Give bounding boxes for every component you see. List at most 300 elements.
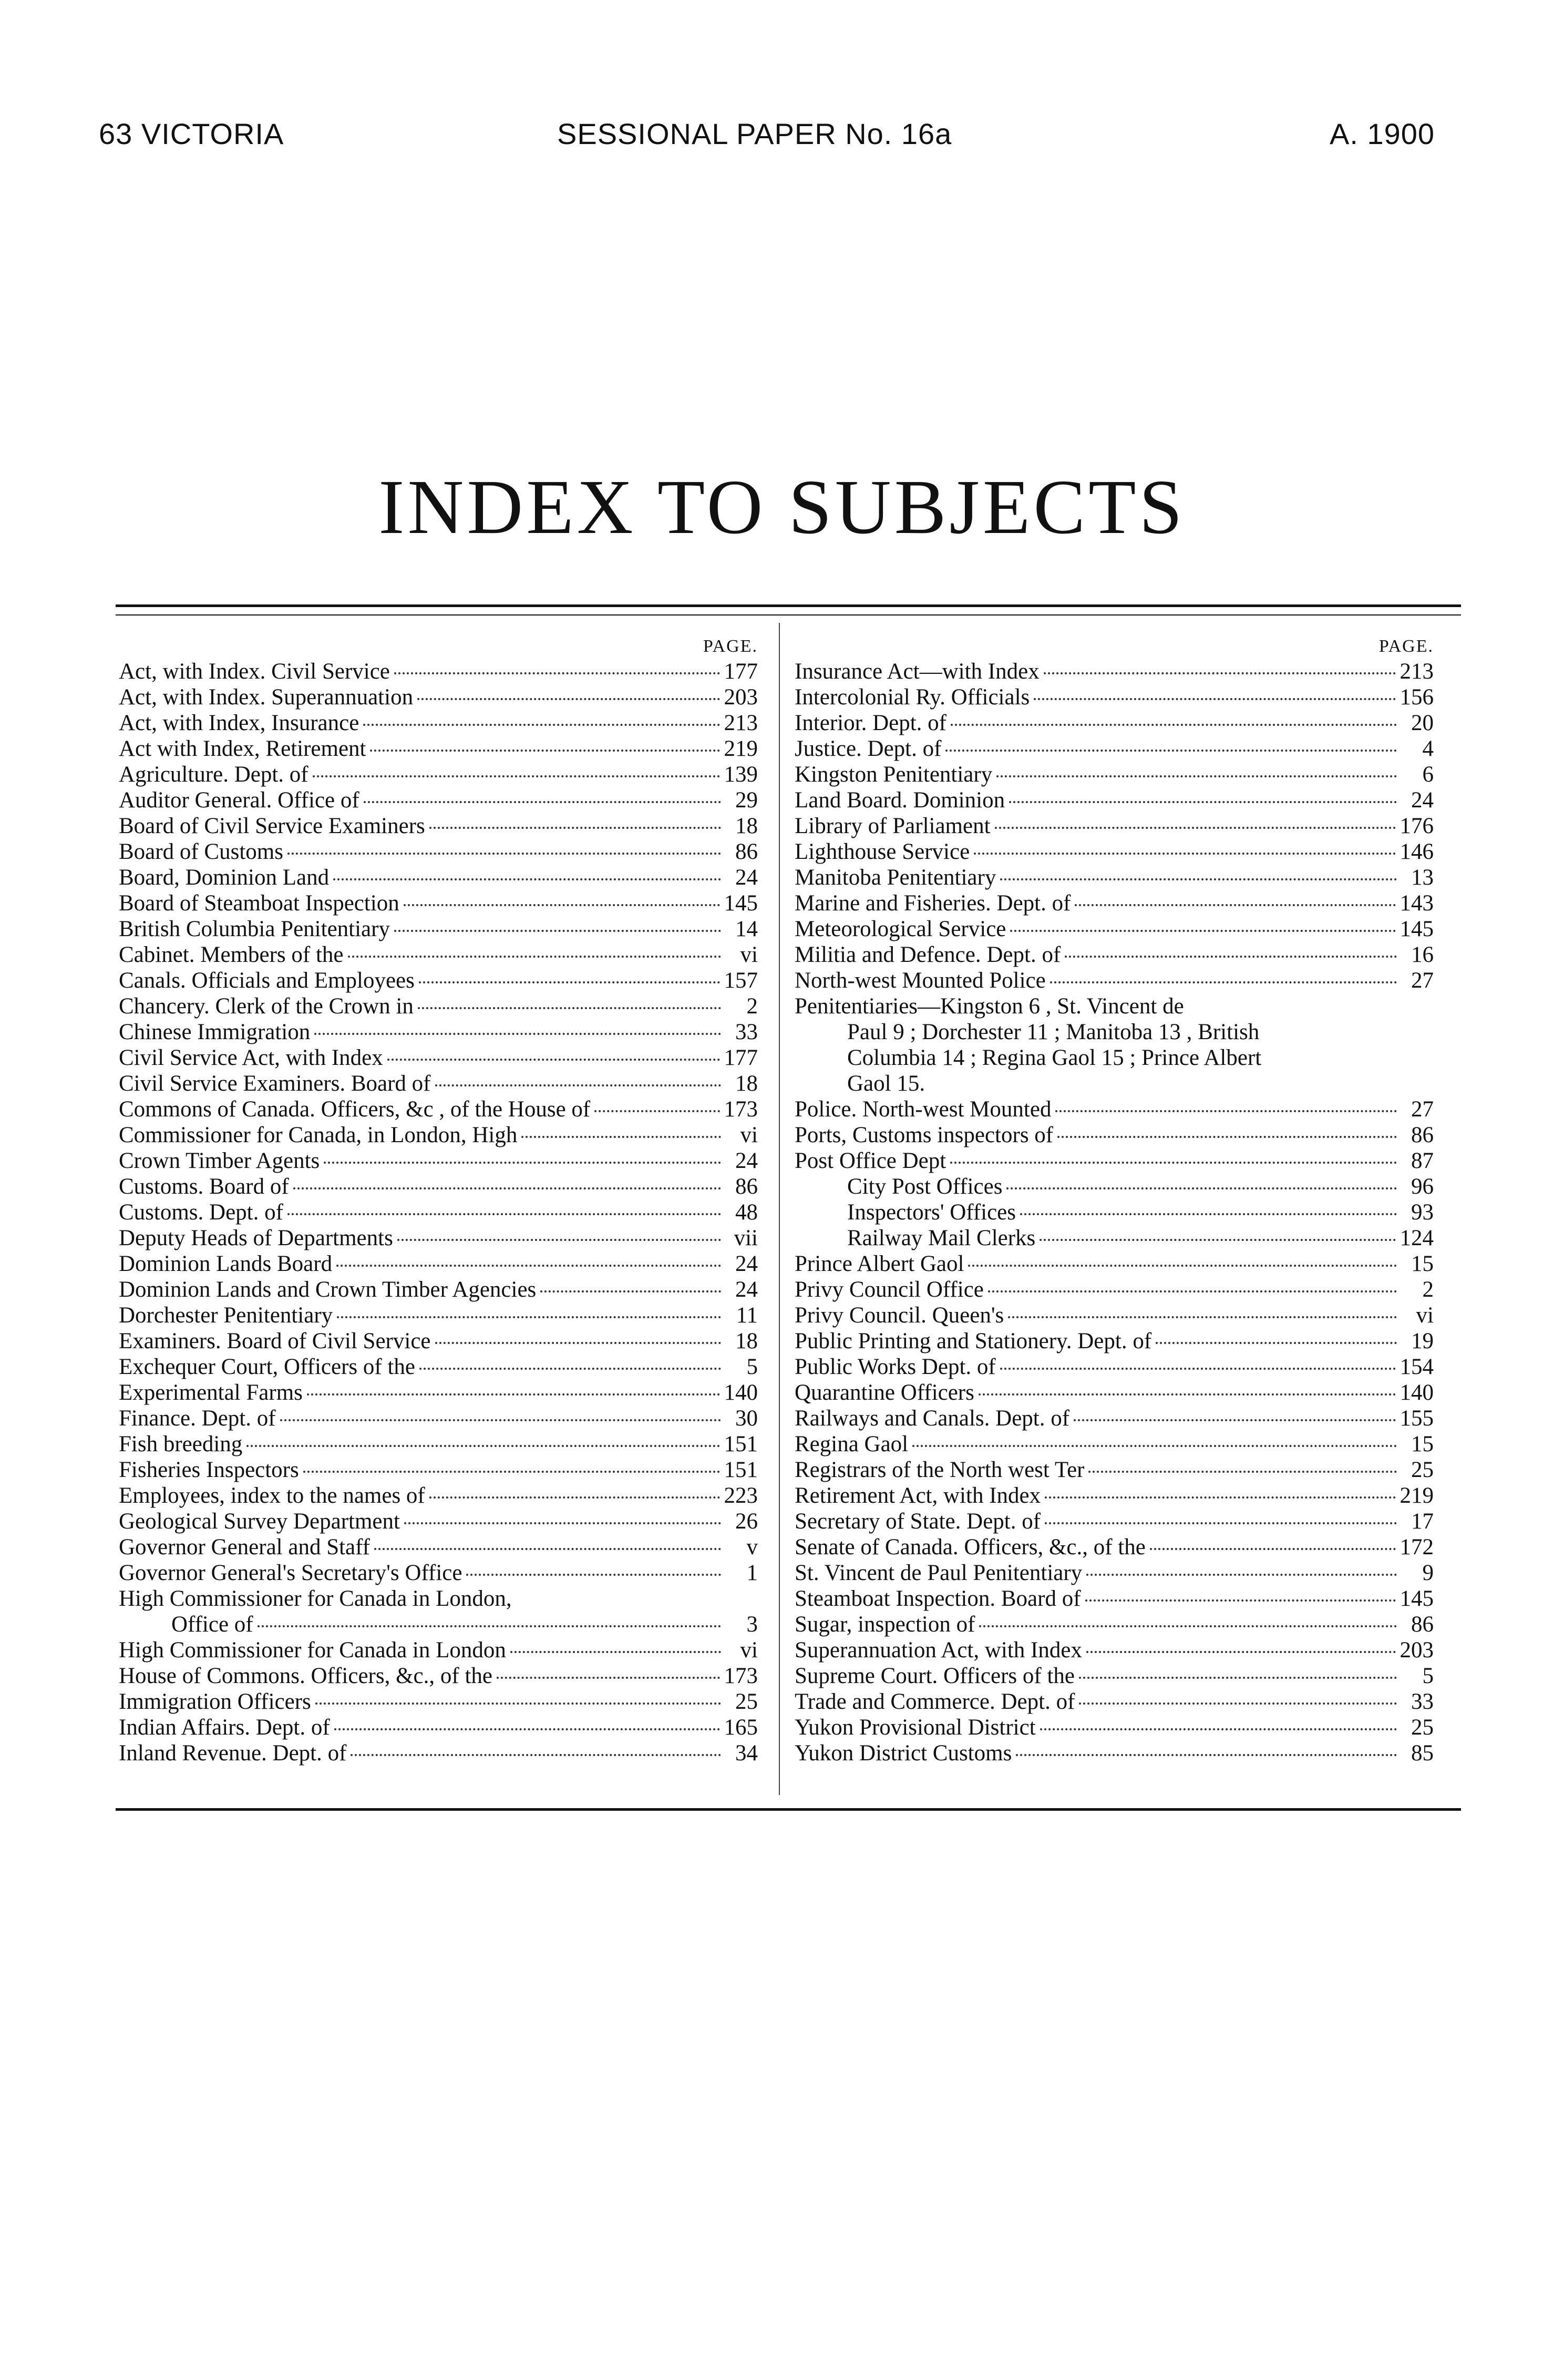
dot-leader (324, 1162, 721, 1164)
index-entry-page: 4 (1422, 736, 1434, 761)
dot-leader (540, 1290, 721, 1292)
index-entry-page: 2 (1422, 1277, 1434, 1302)
dot-leader (995, 827, 1396, 829)
index-entry (119, 1019, 758, 1045)
index-entry-label: Senate of Canada. Officers, &c., of the (795, 1535, 1146, 1560)
index-entry (119, 1251, 758, 1277)
dot-leader (1044, 672, 1396, 674)
index-entry-page: 93 (1411, 1200, 1434, 1225)
dot-leader (258, 1625, 721, 1627)
dot-leader (1079, 1702, 1397, 1705)
index-entry-page: 27 (1411, 968, 1434, 993)
dot-leader (1085, 1599, 1396, 1602)
index-entry-label: Canals. Officials and Employees (119, 968, 415, 993)
paragraph-line: Columbia 14 ; Regina Gaol 15 ; Prince Albert (847, 1045, 1262, 1070)
index-entry-continuation (119, 1612, 758, 1637)
dot-leader (418, 1007, 721, 1009)
dot-leader (974, 853, 1395, 855)
dot-leader (912, 1445, 1397, 1447)
index-entry (795, 1148, 1434, 1174)
index-entry (119, 787, 758, 813)
index-entry-page: 24 (735, 1251, 758, 1276)
running-head (0, 0, 1564, 158)
index-entry-page: 151 (724, 1432, 758, 1456)
index-entry-label: Marine and Fisheries. Dept. of (795, 891, 1071, 916)
index-entry (119, 968, 758, 993)
dot-leader (293, 1187, 721, 1189)
index-entry (119, 1096, 758, 1122)
index-entry (795, 736, 1434, 762)
index-entry-label: City Post Offices (847, 1174, 1003, 1199)
index-entry-page: 48 (735, 1200, 758, 1225)
index-entry-label: Prince Albert Gaol (795, 1251, 964, 1276)
index-entry-label: Agriculture. Dept. of (119, 762, 308, 787)
index-entry-page: 177 (724, 1045, 758, 1070)
dot-leader (979, 1393, 1396, 1396)
index-entry (795, 1740, 1434, 1766)
page-column-header: PAGE. (703, 637, 758, 656)
index-entry (795, 1431, 1434, 1457)
index-entry-label: British Columbia Penitentiary (119, 917, 390, 941)
index-entry (795, 1483, 1434, 1509)
dot-leader (315, 1702, 721, 1705)
index-entry-page: 15 (1411, 1432, 1434, 1456)
index-entry-page: 5 (746, 1355, 758, 1379)
index-entry-page: 34 (735, 1741, 758, 1766)
index-entry-page: 5 (1422, 1664, 1434, 1688)
index-entry-page: vi (740, 1638, 758, 1663)
dot-leader (334, 1728, 720, 1730)
index-entry (795, 710, 1434, 736)
index-entry-label: Act, with Index, Insurance (119, 711, 359, 735)
dot-leader (364, 801, 721, 803)
dot-leader (337, 1316, 721, 1318)
page-column-header: PAGE. (1378, 637, 1434, 656)
index-entry-page: 86 (735, 839, 758, 864)
index-entry-label: Examiners. Board of Civil Service (119, 1329, 431, 1353)
dot-leader (510, 1651, 721, 1653)
dot-leader (1065, 956, 1397, 958)
index-entry (119, 1715, 758, 1740)
index-entry-page: 203 (724, 685, 758, 710)
index-entry-label: Dominion Lands Board (119, 1251, 333, 1276)
index-entry-label: Public Printing and Stationery. Dept. of (795, 1329, 1152, 1353)
title-rule (116, 604, 1461, 615)
dot-leader (996, 775, 1397, 777)
dot-leader (1150, 1548, 1396, 1550)
index-entry-page: 146 (1400, 839, 1434, 864)
dot-leader (1156, 1342, 1397, 1344)
index-entry-page: 157 (724, 968, 758, 993)
dot-leader (303, 1471, 720, 1473)
index-entry-label: Board of Civil Service Examiners (119, 814, 425, 838)
index-entry (795, 787, 1434, 813)
dot-leader (374, 1548, 721, 1550)
index-entry-label: Yukon District Customs (795, 1741, 1012, 1766)
index-entry-label: Office of (171, 1612, 253, 1637)
index-entry-list (119, 659, 758, 1586)
index-entry (795, 839, 1434, 865)
index-entry (795, 1328, 1434, 1354)
index-entry-list (795, 659, 1434, 993)
dot-leader (951, 724, 1397, 726)
index-entry-page: 151 (724, 1458, 758, 1482)
dot-leader (1000, 1368, 1396, 1370)
index-entry-label: Governor General's Secretary's Office (119, 1561, 462, 1585)
dot-leader (594, 1110, 719, 1112)
index-entry-page: 219 (1400, 1483, 1434, 1508)
index-entry (119, 1560, 758, 1586)
index-entry-page: 86 (1411, 1123, 1434, 1147)
index-entry (119, 1457, 758, 1483)
index-entry (119, 1174, 758, 1199)
index-entry-page: 96 (1411, 1174, 1434, 1199)
index-entry-label: Post Office Dept (795, 1148, 946, 1173)
dot-leader (336, 1265, 721, 1267)
index-entry-label: St. Vincent de Paul Penitentiary (795, 1561, 1083, 1585)
index-entry-label: Finance. Dept. of (119, 1406, 276, 1431)
bottom-rule (116, 1808, 1461, 1811)
index-entry-page: 156 (1400, 685, 1434, 710)
index-entry-label: Lighthouse Service (795, 839, 970, 864)
dot-leader (1010, 930, 1395, 932)
index-entry (795, 1380, 1434, 1406)
index-entry-label: Meteorological Service (795, 917, 1006, 941)
index-entry (119, 839, 758, 865)
index-entry-page: 3 (746, 1612, 758, 1637)
dot-leader (397, 1239, 721, 1241)
index-entry-page: 24 (735, 865, 758, 890)
index-entry-page: 213 (724, 711, 758, 735)
index-entry-label: Land Board. Dominion (795, 788, 1005, 813)
index-entry-page: v (746, 1535, 758, 1560)
dot-leader (979, 1625, 1397, 1627)
index-entry-label: Railways and Canals. Dept. of (795, 1406, 1070, 1431)
index-entry-label: Board, Dominion Land (119, 865, 330, 890)
index-entry (795, 1689, 1434, 1715)
dot-leader (1008, 1316, 1397, 1318)
index-entry (795, 942, 1434, 968)
index-entry-page: 213 (1400, 659, 1434, 684)
index-entry-label: Trade and Commerce. Dept. of (795, 1689, 1075, 1714)
index-entry-label: Justice. Dept. of (795, 736, 942, 761)
index-entry-label: Kingston Penitentiary (795, 762, 993, 787)
index-entry (795, 1637, 1434, 1663)
index-entry (119, 1354, 758, 1380)
index-entry-page: 143 (1400, 891, 1434, 916)
index-entry-label: Privy Council. Queen's (795, 1303, 1004, 1328)
index-entry (119, 762, 758, 787)
dot-leader (1016, 1754, 1397, 1756)
index-entry-label: Chancery. Clerk of the Crown in (119, 994, 414, 1019)
index-entry (119, 1740, 758, 1766)
index-entry (119, 1534, 758, 1560)
index-entry-label: Crown Timber Agents (119, 1148, 320, 1173)
index-entry-page: 33 (735, 1020, 758, 1044)
index-entry-label: Regina Gaol (795, 1432, 909, 1456)
dot-leader (1006, 1187, 1397, 1189)
index-entry-page: 24 (735, 1148, 758, 1173)
index-entry-label: Fisheries Inspectors (119, 1458, 299, 1482)
index-entry-page: 30 (735, 1406, 758, 1431)
dot-leader (313, 775, 720, 777)
index-entry (119, 1071, 758, 1096)
dot-leader (1086, 1574, 1397, 1576)
index-entry-label: Intercolonial Ry. Officials (795, 685, 1030, 710)
index-entry-label: Act, with Index. Superannuation (119, 685, 414, 710)
year-label: A. 1900 (1330, 117, 1435, 150)
index-entry-label: Militia and Defence. Dept. of (795, 942, 1061, 967)
dot-leader (404, 904, 720, 906)
dot-leader (314, 1033, 721, 1035)
index-entry-label: North-west Mounted Police (795, 968, 1046, 993)
index-entry (795, 890, 1434, 916)
index-entry-wrapped (119, 1586, 758, 1637)
index-entry (795, 684, 1434, 710)
index-entry-page: 25 (735, 1689, 758, 1714)
dot-leader (287, 1213, 721, 1215)
dot-leader (1050, 981, 1397, 983)
index-entry (119, 865, 758, 890)
index-entry (795, 659, 1434, 684)
index-entry (119, 1225, 758, 1251)
dot-leader (287, 853, 721, 855)
dot-leader (1009, 801, 1397, 803)
index-entry-page: 27 (1411, 1097, 1434, 1122)
index-entry (795, 1509, 1434, 1534)
index-entry-label: Commons of Canada. Officers, &c , of the House of (119, 1097, 591, 1122)
index-entry (795, 1560, 1434, 1586)
dot-leader (394, 930, 721, 932)
dot-leader (1075, 904, 1395, 906)
index-entry (119, 710, 758, 736)
index-entry (119, 1663, 758, 1689)
index-entry-label: Act with Index, Retirement (119, 736, 366, 761)
index-entry-label: Employees, index to the names of (119, 1483, 425, 1508)
index-entry-page: 18 (735, 1329, 758, 1353)
volume-label: 63 VICTORIA (99, 117, 284, 150)
index-entry (795, 1663, 1434, 1689)
index-entry (795, 1199, 1434, 1225)
index-entry-page: 24 (1411, 788, 1434, 813)
index-entry (119, 1148, 758, 1174)
dot-leader (1086, 1651, 1396, 1653)
index-entry (795, 968, 1434, 993)
index-entry-label: Interior. Dept. of (795, 711, 946, 735)
index-entry-list (795, 1096, 1434, 1766)
index-entry-label: Act, with Index. Civil Service (119, 659, 390, 684)
index-entry-page: 139 (724, 762, 758, 787)
index-entry (795, 1354, 1434, 1380)
dot-leader (417, 698, 719, 700)
index-entry (119, 1637, 758, 1663)
index-entry (795, 813, 1434, 839)
index-entry-page: 6 (1422, 762, 1434, 787)
index-entry (795, 1277, 1434, 1302)
index-entry-label: Indian Affairs. Dept. of (119, 1715, 330, 1740)
index-entry-page: 20 (1411, 711, 1434, 735)
index-entry-list (119, 1637, 758, 1766)
index-entry-label: Auditor General. Office of (119, 788, 359, 813)
index-entry-page: 172 (1400, 1535, 1434, 1560)
index-entry-label: Chinese Immigration (119, 1020, 311, 1044)
index-entry-label: Dominion Lands and Crown Timber Agencies (119, 1277, 537, 1302)
dot-leader (1045, 1522, 1397, 1524)
index-entry-page: 140 (1400, 1380, 1434, 1405)
index-entry (119, 1483, 758, 1509)
index-entry-label: Retirement Act, with Index (795, 1483, 1041, 1508)
dot-leader (945, 750, 1397, 752)
index-entry-page: 154 (1400, 1355, 1434, 1379)
index-entry-label: High Commissioner for Canada in London, (119, 1586, 512, 1611)
index-entry-page: vi (740, 942, 758, 967)
dot-leader (1020, 1213, 1397, 1215)
dot-leader (429, 827, 721, 829)
index-entry-label: Deputy Heads of Departments (119, 1226, 393, 1250)
paragraph-line: Paul 9 ; Dorchester 11 ; Manitoba 13 , British (847, 1020, 1260, 1044)
index-entry-label: Manitoba Penitentiary (795, 865, 996, 890)
index-entry-paragraph (795, 993, 1434, 1096)
index-entry-page: 155 (1400, 1406, 1434, 1431)
dot-leader (521, 1136, 721, 1138)
dot-leader (387, 1059, 720, 1061)
index-entry-label: Quarantine Officers (795, 1380, 974, 1405)
index-entry (119, 1199, 758, 1225)
index-entry (795, 1715, 1434, 1740)
dot-leader (419, 1368, 721, 1370)
index-entry (795, 916, 1434, 942)
index-entry-page: 14 (735, 917, 758, 941)
index-entry-page: 223 (724, 1483, 758, 1508)
index-entry-label: Police. North-west Mounted (795, 1097, 1052, 1122)
index-entry-label: Geological Survey Department (119, 1509, 400, 1534)
index-entry (795, 1122, 1434, 1148)
index-entry-label: Immigration Officers (119, 1689, 311, 1714)
index-entry (119, 1122, 758, 1148)
dot-leader (370, 750, 719, 752)
dot-leader (1074, 1419, 1395, 1421)
index-entry-page: 25 (1411, 1715, 1434, 1740)
dot-leader (348, 956, 721, 958)
dot-leader (1057, 1136, 1397, 1138)
index-entry (795, 865, 1434, 890)
dot-leader (1088, 1471, 1397, 1473)
index-entry-label: House of Commons. Officers, &c., of the (119, 1664, 492, 1688)
index-entry (119, 684, 758, 710)
index-entry-label: Steamboat Inspection. Board of (795, 1586, 1081, 1611)
index-entry-page: 145 (724, 891, 758, 916)
index-entry (119, 890, 758, 916)
index-entry-page: 26 (735, 1509, 758, 1534)
dot-leader (435, 1084, 722, 1086)
index-entry-label: Commissioner for Canada, in London, High (119, 1123, 518, 1147)
dot-leader (1040, 1728, 1397, 1730)
dot-leader (404, 1522, 721, 1524)
index-entry-label: Customs. Board of (119, 1174, 289, 1199)
index-entry (795, 1096, 1434, 1122)
index-entry (119, 1509, 758, 1534)
index-entry (795, 762, 1434, 787)
index-column-right (795, 633, 1434, 1766)
index-entry-page: vii (734, 1226, 758, 1250)
paragraph-line: Gaol 15. (847, 1071, 925, 1096)
index-entry-label: Sugar, inspection of (795, 1612, 975, 1637)
index-entry-page: 1 (746, 1561, 758, 1585)
index-entry-page: 173 (724, 1097, 758, 1122)
dot-leader (1040, 1239, 1395, 1241)
dot-leader (1000, 878, 1397, 880)
index-entry-label: Registrars of the North west Ter (795, 1458, 1085, 1482)
dot-leader (419, 981, 720, 983)
dot-leader (466, 1574, 721, 1576)
dot-leader (497, 1677, 720, 1679)
index-entry-label: Library of Parliament (795, 814, 991, 838)
index-entry-label: Railway Mail Clerks (847, 1226, 1036, 1250)
dot-leader (363, 724, 719, 726)
index-entry-label: Inland Revenue. Dept. of (119, 1741, 347, 1766)
index-entry-page: 29 (735, 788, 758, 813)
index-entry-page: 86 (735, 1174, 758, 1199)
index-entry-label: Inspectors' Offices (847, 1200, 1016, 1225)
index-entry (119, 993, 758, 1019)
index-entry-page: 140 (724, 1380, 758, 1405)
index-entry-label: Board of Steamboat Inspection (119, 891, 399, 916)
index-entry-label: Superannuation Act, with Index (795, 1638, 1082, 1663)
dot-leader (280, 1419, 721, 1421)
dot-leader (351, 1754, 721, 1756)
index-entry (119, 1380, 758, 1406)
dot-leader (1079, 1677, 1397, 1679)
index-entry (119, 916, 758, 942)
index-entry (795, 1586, 1434, 1612)
index-entry (119, 1045, 758, 1071)
index-entry-page: 177 (724, 659, 758, 684)
index-entry (119, 1689, 758, 1715)
index-entry-label: Board of Customs (119, 839, 283, 864)
index-entry-page: 203 (1400, 1638, 1434, 1663)
index-entry-page: 15 (1411, 1251, 1434, 1276)
index-entry-label: Dorchester Penitentiary (119, 1303, 333, 1328)
dot-leader (333, 878, 721, 880)
index-entry (119, 1328, 758, 1354)
index-entry-page: 176 (1400, 814, 1434, 838)
index-entry-page: 11 (736, 1303, 758, 1328)
dot-leader (1045, 1496, 1395, 1499)
index-entry-label: Civil Service Examiners. Board of (119, 1071, 431, 1096)
index-entry (119, 1302, 758, 1328)
index-entry (119, 813, 758, 839)
index-entry-page: 219 (724, 736, 758, 761)
index-entry-label: Insurance Act—with Index (795, 659, 1040, 684)
index-entry-label: Cabinet. Members of the (119, 942, 344, 967)
index-entry-label: Ports, Customs inspectors of (795, 1123, 1054, 1147)
index-entry (795, 1174, 1434, 1199)
index-entry-page: 145 (1400, 917, 1434, 941)
dot-leader (968, 1265, 1397, 1267)
index-entry-page: 16 (1411, 942, 1434, 967)
index-entry (119, 1431, 758, 1457)
paragraph-line: Penitentiaries—Kingston 6 , St. Vincent de (795, 994, 1184, 1019)
index-entry-page: 86 (1411, 1612, 1434, 1637)
index-entry-page: 173 (724, 1664, 758, 1688)
index-entry (119, 1406, 758, 1431)
index-entry-label: High Commissioner for Canada in London (119, 1638, 506, 1663)
index-entry-label: Customs. Dept. of (119, 1200, 283, 1225)
index-entry-page: 2 (746, 994, 758, 1019)
index-entry-page: 85 (1411, 1741, 1434, 1766)
index-entry-page: vi (740, 1123, 758, 1147)
index-entry (795, 1457, 1434, 1483)
